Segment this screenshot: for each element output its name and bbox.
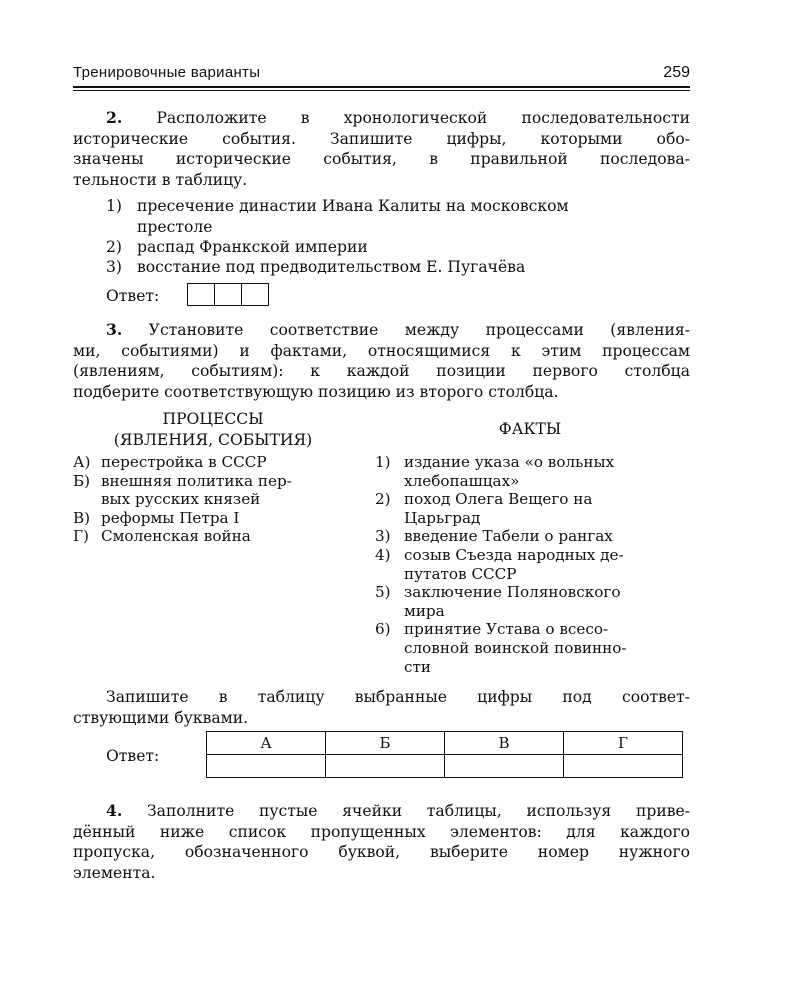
list-item: 6) принятие Устава о всесо- словной воинской повинно- сти — [375, 620, 627, 676]
answer-cell[interactable] — [188, 284, 215, 305]
answer-cell[interactable] — [445, 755, 564, 778]
answer-cell[interactable] — [207, 755, 326, 778]
question-4-text: 4. Заполните пустые ячейки таблицы, используя приве- дённый ниже список пропущенных элементов: для каждого пропуска, обозначенного буквой, выберите номер нужного элемента. — [73, 801, 690, 882]
table-header-a: А — [207, 732, 326, 755]
answer-cell[interactable] — [242, 284, 268, 305]
page-number: 259 — [663, 64, 690, 81]
table-header-b: Б — [326, 732, 445, 755]
answer-cells[interactable] — [187, 283, 269, 306]
processes-heading: ПРОЦЕССЫ (ЯВЛЕНИЯ, СОБЫТИЯ) — [113, 410, 313, 449]
list-item: В) реформы Петра I — [73, 508, 240, 527]
list-item: А) перестройка в СССР — [73, 453, 267, 471]
processes-list — [73, 453, 358, 546]
list-item: 1) издание указа «о вольных хлебопашцах» — [375, 453, 615, 490]
question-3-text: 3. Установите соответствие между процессами (явления- ми, событиями) и фактами, относящимися к этим процессам (явлениям, событиям): к каждой позиции первого столбца подберите соответствующую позицию из второго столбца. — [73, 320, 690, 401]
table-row — [207, 755, 683, 778]
list-item: 3) восстание под предводительством Е. Пугачёва — [106, 258, 526, 276]
answer-cell[interactable] — [326, 755, 445, 778]
list-item: 4) созыв Съезда народных де- путатов СССР — [375, 545, 624, 583]
header-rule-thin — [73, 90, 690, 91]
list-item: 5) заключение Поляновского мира — [375, 583, 621, 620]
table-header-g: Г — [564, 732, 683, 755]
question-2-number: 2. — [106, 108, 123, 127]
list-item: 1) пресечение династии Ивана Калиты на московском престоле — [106, 197, 569, 236]
question-2-text: 2. Расположите в хронологической последовательности исторические события. Запишите цифры, которыми обо- значены исторические события, в правильной последова- тельности в таблицу. — [73, 108, 690, 189]
answer-label: Ответ: — [106, 287, 160, 305]
answer-cell[interactable] — [215, 284, 242, 305]
answer-cell[interactable] — [564, 755, 683, 778]
list-item: Б) внешняя политика пер- вых русских князей — [73, 471, 292, 509]
header-rule — [73, 86, 690, 88]
question-4-number: 4. — [106, 801, 123, 820]
table-header-v: В — [445, 732, 564, 755]
answer-label: Ответ: — [106, 747, 160, 765]
question-3-instruction: Запишите в таблицу выбранные цифры под соответ- ствующими буквами. — [73, 688, 690, 727]
answer-table — [206, 731, 683, 778]
running-header-title: Тренировочные варианты — [73, 64, 261, 81]
list-item: 2) распад Франкской империи — [106, 238, 368, 256]
list-item: Г) Смоленская война — [73, 527, 251, 546]
question-3-number: 3. — [106, 320, 123, 339]
table-row — [207, 732, 683, 755]
facts-heading: ФАКТЫ — [498, 420, 562, 438]
list-item: 2) поход Олега Вещего на Царьград — [375, 490, 593, 527]
list-item: 3) введение Табели о рангах — [375, 527, 613, 546]
facts-list — [375, 453, 695, 676]
